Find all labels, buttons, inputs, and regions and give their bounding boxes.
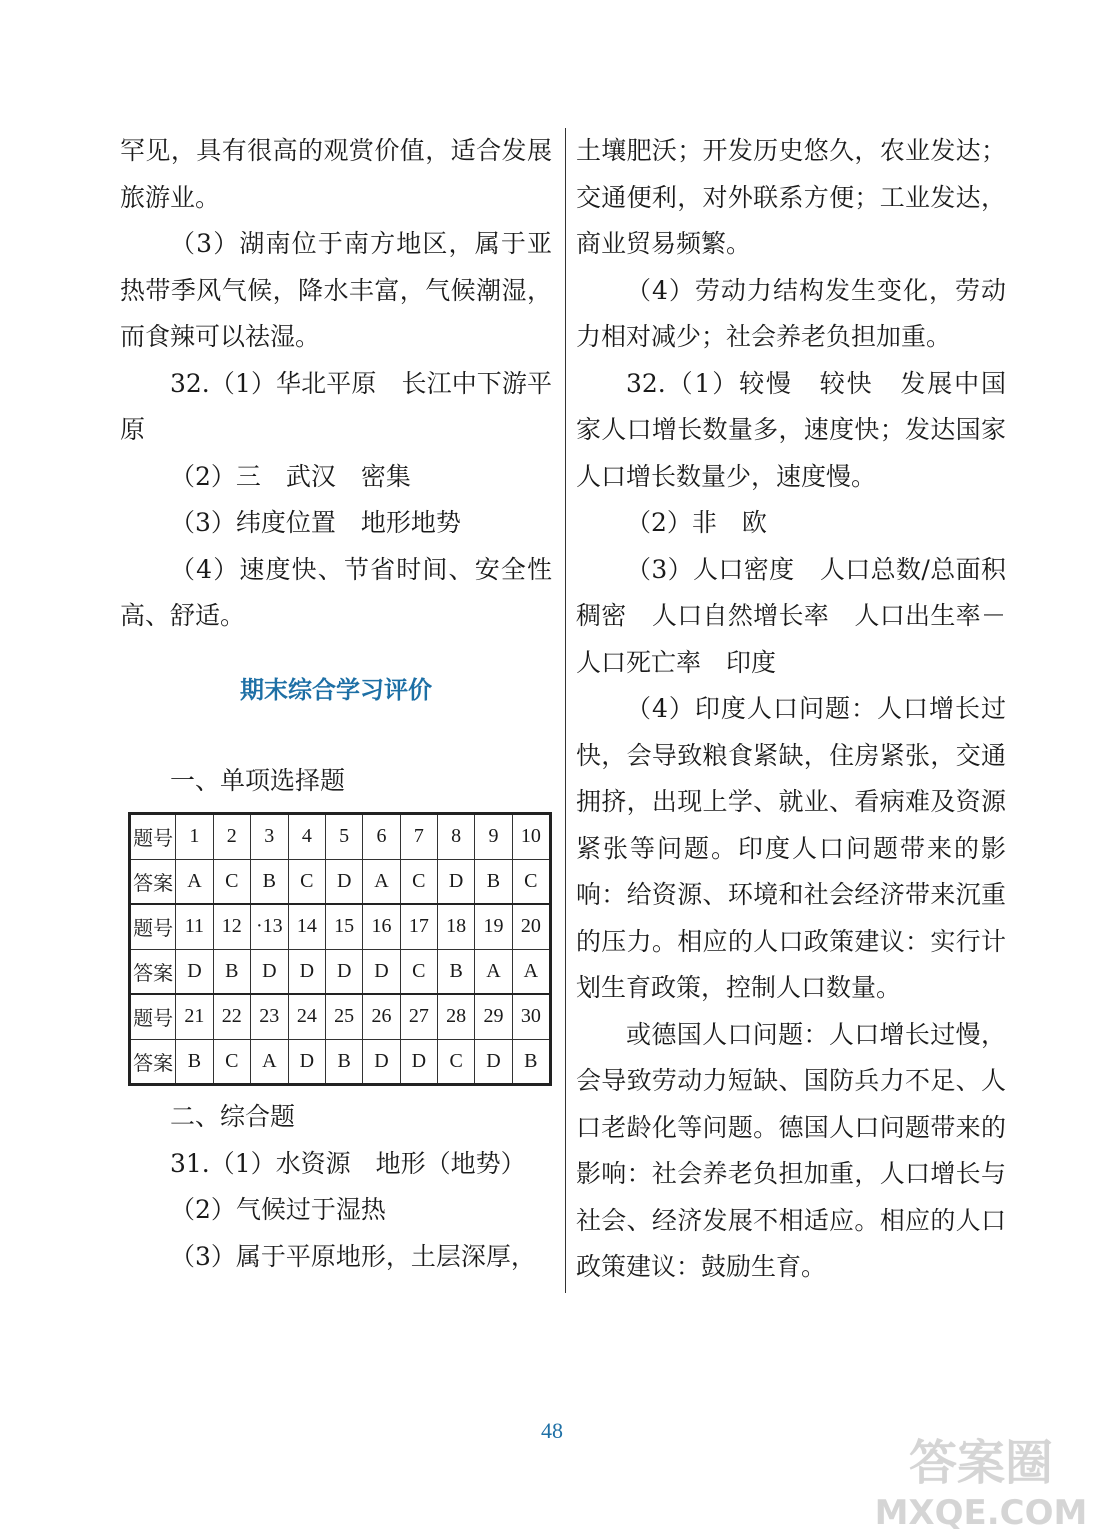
page-number: 48 (541, 1418, 563, 1443)
answer-cell: A (363, 859, 400, 904)
question-number-cell: 14 (288, 904, 325, 949)
answer-cell: A (176, 859, 213, 904)
question-number-row (130, 994, 551, 1039)
column-divider (565, 128, 566, 1293)
question-number-cell: 28 (437, 994, 474, 1039)
answer-cell: D (176, 949, 213, 994)
answer-cell: C (512, 859, 550, 904)
question-number-cell: 2 (213, 814, 250, 860)
question-number-cell: 6 (363, 814, 400, 860)
answer-cell: C (400, 859, 437, 904)
answer-cell: C (437, 1039, 474, 1085)
question-number-cell: ·13 (250, 904, 288, 949)
text-paragraph: （3）属于平原地形，土层深厚， (170, 1241, 536, 1271)
answer-cell: D (400, 1039, 437, 1085)
text-paragraph: 罕见，具有很高的观赏价值，适合发展旅游业。 (120, 136, 552, 212)
watermark-url: MXQE.COM (874, 1493, 1088, 1533)
text-paragraph: （3）人口密度 人口总数/总面积 稠密 人口自然增长率 人口出生率－人口死亡率 印度 (576, 554, 1032, 677)
question-number-cell: 29 (475, 994, 512, 1039)
question-number-cell: 11 (176, 904, 213, 949)
text-paragraph: 31.（1）水资源 地形（地势） (170, 1148, 526, 1178)
question-number-cell: 9 (475, 814, 512, 860)
question-number-cell: 27 (400, 994, 437, 1039)
question-number-cell: 4 (288, 814, 325, 860)
answer-cell: A (512, 949, 550, 994)
answer-cell: C (400, 949, 437, 994)
question-number-cell: 12 (213, 904, 250, 949)
question-number-cell: 16 (363, 904, 400, 949)
text-paragraph: （2）三 武汉 密集 (170, 461, 411, 491)
question-number-cell: 26 (363, 994, 400, 1039)
text-paragraph: （3）湖南位于南方地区，属于亚热带季风气候，降水丰富，气候潮湿，而食辣可以祛湿。 (120, 229, 552, 351)
answer-cell: D (326, 859, 363, 904)
question-number-cell: 21 (176, 994, 213, 1039)
watermark-text: 答案圈 (908, 1435, 1054, 1491)
question-number-cell: 22 (213, 994, 250, 1039)
answer-cell: B (326, 1039, 363, 1085)
answer-cell: B (437, 949, 474, 994)
answer-cell: A (475, 949, 512, 994)
text-paragraph: （4）速度快、节省时间、安全性高、舒适。 (120, 554, 552, 630)
question-number-row (130, 814, 551, 860)
answer-row (130, 949, 551, 994)
answer-cell: D (475, 1039, 512, 1085)
question-number-cell: 20 (512, 904, 550, 949)
question-number-row (130, 904, 551, 949)
question-number-cell: 18 (437, 904, 474, 949)
question-number-cell: 8 (437, 814, 474, 860)
text-paragraph: （2）非 欧 (626, 508, 767, 537)
question-number-cell: 3 (250, 814, 288, 860)
answer-label: 答案 (130, 859, 176, 904)
answer-cell: C (288, 859, 325, 904)
question-number-cell: 19 (475, 904, 512, 949)
question-number-label: 题号 (130, 994, 176, 1039)
question-number-cell: 15 (326, 904, 363, 949)
answer-cell: D (326, 949, 363, 994)
text-paragraph: 32.（1）华北平原 长江中下游平原 (120, 368, 552, 444)
question-number-cell: 1 (176, 814, 213, 860)
answer-label: 答案 (130, 1039, 176, 1085)
answer-cell: D (437, 859, 474, 904)
left-column (120, 128, 552, 1280)
answer-label: 答案 (130, 949, 176, 994)
answer-table (128, 812, 552, 1086)
watermark-logo (866, 1424, 1096, 1534)
section-title: 期末综合学习评价 (240, 674, 432, 704)
answer-cell: D (363, 1039, 400, 1085)
answer-row (130, 859, 551, 904)
text-paragraph: （4）劳动力结构发生变化，劳动力相对减少；社会养老负担加重。 (576, 275, 1006, 351)
answer-cell: B (475, 859, 512, 904)
question-number-cell: 23 (250, 994, 288, 1039)
question-number-cell: 5 (326, 814, 363, 860)
answer-cell: B (512, 1039, 550, 1085)
question-number-cell: 10 (512, 814, 550, 860)
part1-heading: 一、单项选择题 (170, 765, 346, 795)
question-number-label: 题号 (130, 814, 176, 860)
part2-heading: 二、综合题 (170, 1102, 296, 1131)
answer-cell: B (213, 949, 250, 994)
answer-cell: D (288, 1039, 325, 1085)
question-number-cell: 25 (326, 994, 363, 1039)
text-paragraph: 或德国人口问题：人口增长过慢，会导致劳动力短缺、国防兵力不足、人口老龄化等问题。德国人口问题带来的影响：社会养老负担加重，人口增长与社会、经济发展不相适应。相应的人口政策建议：鼓励生育。 (576, 1019, 1006, 1281)
question-number-cell: 24 (288, 994, 325, 1039)
question-number-cell: 30 (512, 994, 550, 1039)
answer-cell: C (213, 1039, 250, 1085)
question-number-label: 题号 (130, 904, 176, 949)
answer-cell: B (250, 859, 288, 904)
text-paragraph: （2）气候过于湿热 (170, 1195, 386, 1224)
question-number-cell: 17 (400, 904, 437, 949)
question-number-cell: 7 (400, 814, 437, 860)
answer-cell: D (250, 949, 288, 994)
answer-cell: D (288, 949, 325, 994)
text-paragraph: 32.（1）较慢 较快 发展中国家人口增长数量多，速度快；发达国家人口增长数量少，速度慢。 (576, 368, 1006, 491)
right-column (576, 128, 1032, 1291)
answer-cell: C (213, 859, 250, 904)
text-paragraph: 土壤肥沃；开发历史悠久，农业发达；交通便利，对外联系方便；工业发达，商业贸易频繁。 (576, 136, 1006, 258)
answer-cell: D (363, 949, 400, 994)
text-paragraph: （3）纬度位置 地形地势 (170, 508, 461, 537)
text-paragraph: （4）印度人口问题：人口增长过快，会导致粮食紧缺，住房紧张，交通拥挤，出现上学、就业、看病难及资源紧张等问题。印度人口问题带来的影响：给资源、环境和社会经济带来沉重的压力。相应的人口政策建议：实行计划生育政策，控制人口数量。 (576, 694, 1006, 1002)
answer-cell: B (176, 1039, 213, 1085)
answer-row (130, 1039, 551, 1085)
answer-cell: A (250, 1039, 288, 1085)
